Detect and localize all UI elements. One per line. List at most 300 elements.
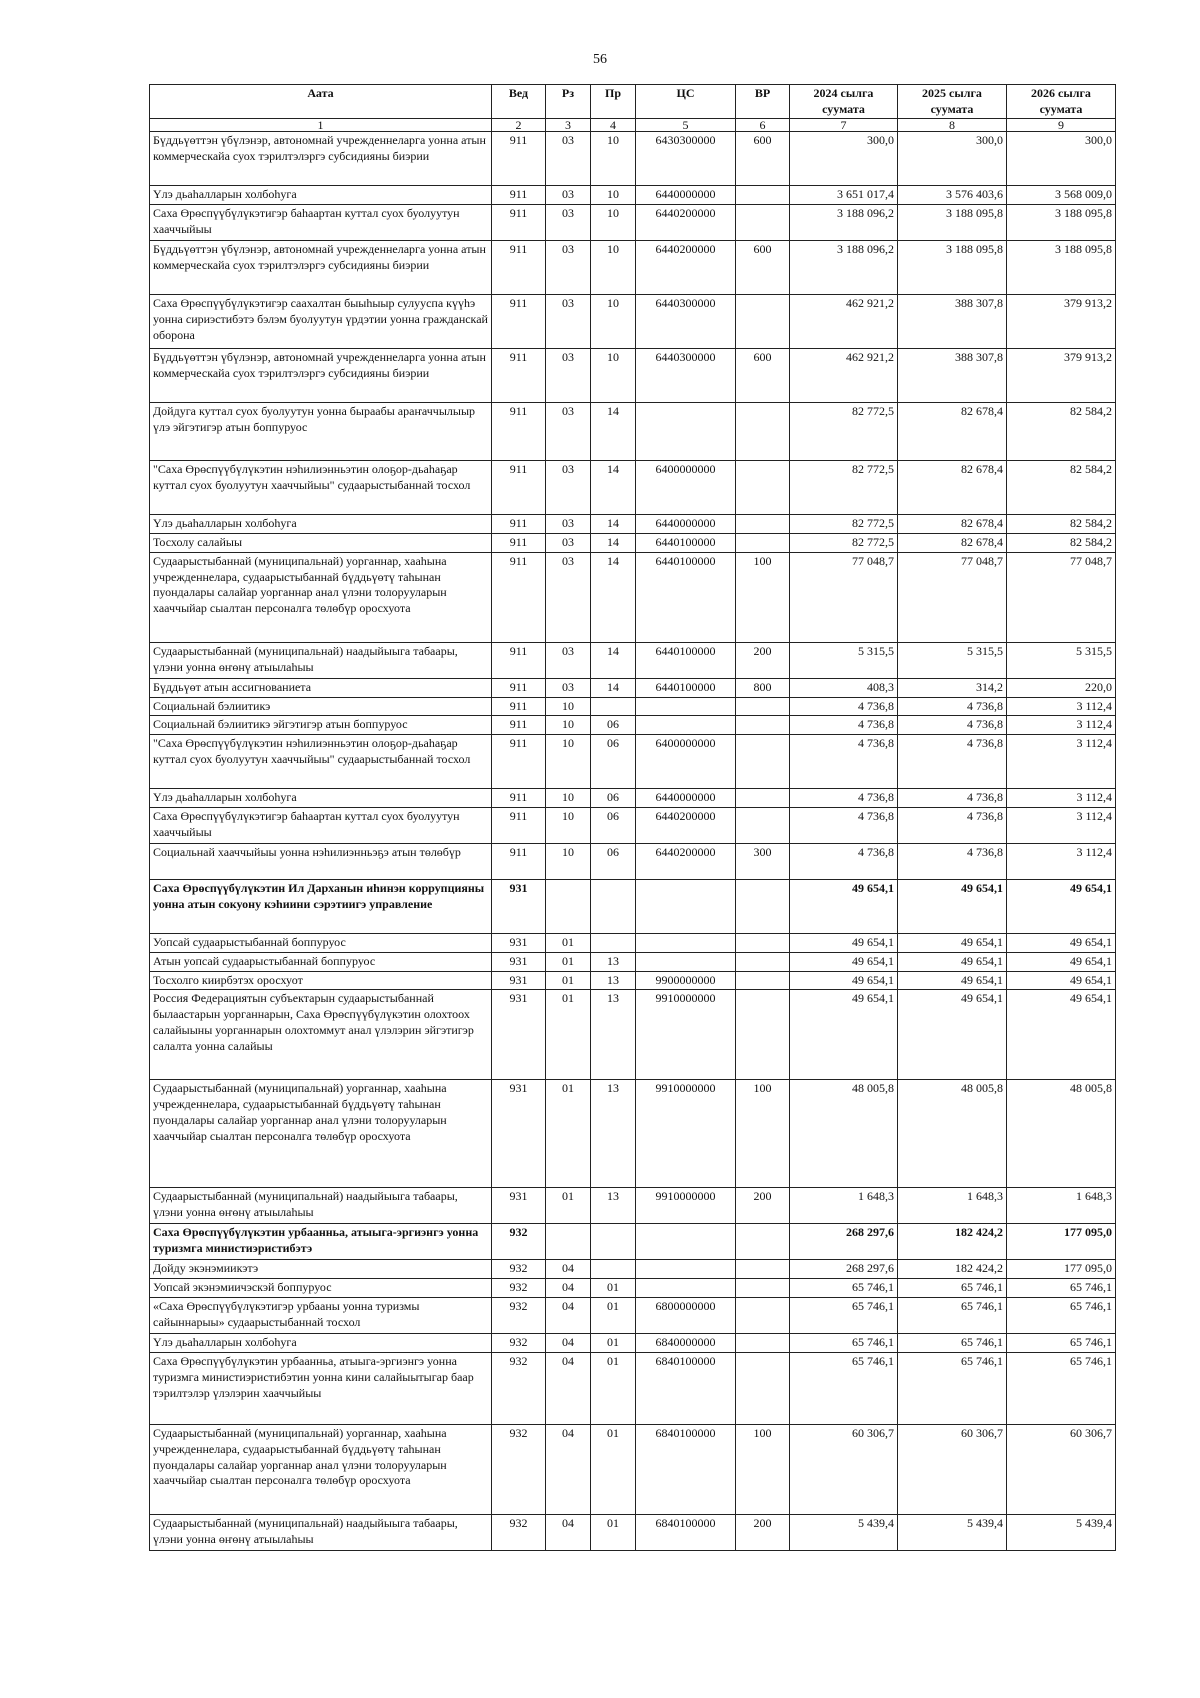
cell-rz: 03 <box>546 132 591 186</box>
cell-2026: 65 746,1 <box>1007 1279 1116 1298</box>
cell-2025: 4 736,8 <box>898 716 1007 735</box>
cell-2024: 408,3 <box>790 678 898 697</box>
cell-2025: 3 188 095,8 <box>898 205 1007 241</box>
cell-2026: 82 584,2 <box>1007 515 1116 534</box>
cell-2025: 77 048,7 <box>898 552 1007 642</box>
cell-name: Судаарыстыбаннай (муниципальнай) наадыйыыга табаары, үлэни уонна өҥөнү атыылаһыы <box>150 642 492 678</box>
cell-ved: 911 <box>492 735 546 789</box>
cell-name: Саха Өрөспүүбүлүкэтин Ил Дарханын иһинэн коррупцияны уонна атын сокуону кэһиини сэрэтиигэ управление <box>150 879 492 933</box>
cell-rz: 01 <box>546 1080 591 1188</box>
cell-vr <box>736 1352 790 1424</box>
cell-2025: 65 746,1 <box>898 1352 1007 1424</box>
cell-2024: 5 315,5 <box>790 642 898 678</box>
cell-cs: 6440100000 <box>636 642 736 678</box>
cell-2026: 379 913,2 <box>1007 349 1116 403</box>
table-row <box>150 205 1116 241</box>
cell-name: Социальнай хааччыйыы уонна нэһилиэнньэҕэ атын төлөбүр <box>150 843 492 879</box>
cell-2025: 65 746,1 <box>898 1298 1007 1334</box>
cell-2025: 48 005,8 <box>898 1080 1007 1188</box>
cell-vr <box>736 186 790 205</box>
table-row <box>150 349 1116 403</box>
cell-rz: 04 <box>546 1298 591 1334</box>
cell-ved: 932 <box>492 1260 546 1279</box>
cell-2025: 5 315,5 <box>898 642 1007 678</box>
cell-pr: 06 <box>591 735 636 789</box>
cell-vr: 300 <box>736 843 790 879</box>
table-row <box>150 132 1116 186</box>
cell-name: Судаарыстыбаннай (муниципальнай) уорганнар, хааһына учрежденнелара, судаарыстыбаннай бүддьүөтү таһынан пуондалары салайар уорганнар анал үлэни толорууларын хааччыйар сыалтан персоналга төлөбүр оросхуота <box>150 552 492 642</box>
cell-2024: 3 188 096,2 <box>790 241 898 295</box>
cell-cs: 6440100000 <box>636 552 736 642</box>
table-row <box>150 1298 1116 1334</box>
cell-rz <box>546 1224 591 1260</box>
cell-cs: 6400000000 <box>636 735 736 789</box>
table-row <box>150 716 1116 735</box>
cell-ved: 911 <box>492 515 546 534</box>
cell-ved: 932 <box>492 1334 546 1353</box>
cell-vr <box>736 697 790 716</box>
cell-cs: 6440200000 <box>636 205 736 241</box>
cell-ved: 932 <box>492 1298 546 1334</box>
cell-cs: 6440100000 <box>636 678 736 697</box>
cell-ved: 911 <box>492 403 546 461</box>
cell-ved: 931 <box>492 879 546 933</box>
cell-vr <box>736 807 790 843</box>
cell-pr: 13 <box>591 990 636 1080</box>
cell-2026: 5 439,4 <box>1007 1514 1116 1550</box>
cell-cs <box>636 879 736 933</box>
cell-2024: 65 746,1 <box>790 1352 898 1424</box>
cell-cs <box>636 403 736 461</box>
cell-vr <box>736 1298 790 1334</box>
cell-ved: 911 <box>492 186 546 205</box>
cell-name: Үлэ дьаһалларын холбоһуга <box>150 1334 492 1353</box>
cell-name: Россия Федерациятын субъектарын судаарыстыбаннай былаастарын уорганнарын, Саха Өрөспүүбүлүкэтин олохтоох салайыыны уорганнарын олохтоммут анал үлэлэрин эйгэтигэр салалта уонна салайыы <box>150 990 492 1080</box>
col-header-rz: Рз <box>546 85 591 119</box>
table-row <box>150 1188 1116 1224</box>
cell-2024: 4 736,8 <box>790 716 898 735</box>
cell-2025: 314,2 <box>898 678 1007 697</box>
cell-vr <box>736 990 790 1080</box>
cell-pr <box>591 933 636 952</box>
cell-cs: 6840100000 <box>636 1514 736 1550</box>
cell-rz: 03 <box>546 186 591 205</box>
cell-2024: 268 297,6 <box>790 1260 898 1279</box>
cell-cs <box>636 1224 736 1260</box>
cell-vr <box>736 735 790 789</box>
cell-rz: 10 <box>546 697 591 716</box>
cell-2024: 49 654,1 <box>790 971 898 990</box>
col-header-vr: ВР <box>736 85 790 119</box>
table-row <box>150 990 1116 1080</box>
cell-rz: 04 <box>546 1279 591 1298</box>
cell-name: Атын уопсай судаарыстыбаннай боппуруос <box>150 952 492 971</box>
cell-2025: 49 654,1 <box>898 952 1007 971</box>
cell-name: Бүддьүөттэн үбүлэнэр, автономнай учрежденнеларга уонна атын коммерческайа суох тэрилтэлэргэ субсидияны биэрии <box>150 349 492 403</box>
cell-name: Саха Өрөспүүбүлүкэтигэр баһаартан куттал суох буолуутун хааччыйыы <box>150 205 492 241</box>
table-row <box>150 515 1116 534</box>
table-row <box>150 879 1116 933</box>
table-row <box>150 403 1116 461</box>
cell-pr: 01 <box>591 1352 636 1424</box>
cell-name: Саха Өрөспүүбүлүкэтигэр баһаартан куттал суох буолуутун хааччыйыы <box>150 807 492 843</box>
cell-rz: 10 <box>546 843 591 879</box>
cell-vr <box>736 1260 790 1279</box>
cell-name: Бүддьүөт атын ассигнованиета <box>150 678 492 697</box>
cell-vr: 600 <box>736 349 790 403</box>
page-number: 56 <box>593 52 607 67</box>
cell-ved: 911 <box>492 533 546 552</box>
table-row <box>150 971 1116 990</box>
cell-pr: 14 <box>591 403 636 461</box>
cell-ved: 932 <box>492 1352 546 1424</box>
cell-ved: 911 <box>492 132 546 186</box>
cell-rz: 04 <box>546 1260 591 1279</box>
cell-pr: 13 <box>591 952 636 971</box>
table-row <box>150 933 1116 952</box>
cell-2026: 1 648,3 <box>1007 1188 1116 1224</box>
table-row <box>150 1424 1116 1514</box>
cell-rz: 03 <box>546 515 591 534</box>
col-header-2026: 2026 сылга суумата <box>1007 85 1116 119</box>
cell-cs: 6400000000 <box>636 461 736 515</box>
cell-2026: 5 315,5 <box>1007 642 1116 678</box>
table-row <box>150 789 1116 808</box>
cell-2026: 82 584,2 <box>1007 403 1116 461</box>
cell-2024: 49 654,1 <box>790 990 898 1080</box>
cell-pr: 01 <box>591 1298 636 1334</box>
cell-cs: 6440200000 <box>636 843 736 879</box>
cell-vr <box>736 952 790 971</box>
cell-2024: 268 297,6 <box>790 1224 898 1260</box>
cell-name: Дойдуга куттал суох буолуутун уонна быраабы араҥаччылыыр үлэ эйгэтигэр атын боппуруос <box>150 403 492 461</box>
cell-2024: 300,0 <box>790 132 898 186</box>
table-row <box>150 186 1116 205</box>
cell-vr <box>736 789 790 808</box>
cell-rz <box>546 879 591 933</box>
cell-cs: 6440000000 <box>636 789 736 808</box>
cell-name: Бүддьүөттэн үбүлэнэр, автономнай учрежденнеларга уонна атын коммерческайа суох тэрилтэлэргэ субсидияны биэрии <box>150 132 492 186</box>
cell-rz: 10 <box>546 735 591 789</box>
cell-2025: 4 736,8 <box>898 843 1007 879</box>
cell-2025: 182 424,2 <box>898 1260 1007 1279</box>
cell-name: Судаарыстыбаннай (муниципальнай) уорганнар, хааһына учрежденнелара, судаарыстыбаннай бүддьүөтү таһынан пуондалары салайар уорганнар анал үлэни толорууларын хааччыйар сыалтан персоналга төлөбүр оросхуота <box>150 1424 492 1514</box>
cell-2026: 65 746,1 <box>1007 1298 1116 1334</box>
col-number: 8 <box>898 119 1007 132</box>
col-number: 6 <box>736 119 790 132</box>
table-row <box>150 1260 1116 1279</box>
table-row <box>150 552 1116 642</box>
cell-pr: 14 <box>591 642 636 678</box>
cell-2024: 77 048,7 <box>790 552 898 642</box>
cell-ved: 911 <box>492 843 546 879</box>
cell-2026: 49 654,1 <box>1007 879 1116 933</box>
cell-2025: 49 654,1 <box>898 933 1007 952</box>
cell-rz: 01 <box>546 933 591 952</box>
col-header-2024: 2024 сылга суумата <box>790 85 898 119</box>
cell-2026: 3 112,4 <box>1007 735 1116 789</box>
col-header-2025: 2025 сылга суумата <box>898 85 1007 119</box>
cell-ved: 911 <box>492 697 546 716</box>
cell-ved: 931 <box>492 1188 546 1224</box>
cell-2024: 65 746,1 <box>790 1334 898 1353</box>
cell-ved: 932 <box>492 1424 546 1514</box>
cell-cs: 6440100000 <box>636 533 736 552</box>
col-header-cs: ЦС <box>636 85 736 119</box>
cell-pr: 06 <box>591 789 636 808</box>
cell-rz: 01 <box>546 952 591 971</box>
cell-2024: 65 746,1 <box>790 1279 898 1298</box>
cell-2025: 4 736,8 <box>898 807 1007 843</box>
cell-pr: 10 <box>591 295 636 349</box>
cell-rz: 01 <box>546 971 591 990</box>
cell-cs: 6440300000 <box>636 295 736 349</box>
cell-cs <box>636 933 736 952</box>
cell-cs: 9910000000 <box>636 990 736 1080</box>
cell-ved: 911 <box>492 716 546 735</box>
table-row <box>150 295 1116 349</box>
cell-pr: 14 <box>591 552 636 642</box>
cell-name: "Саха Өрөспүүбүлүкэтин нэһилиэнньэтин олоҕор-дьаһаҕар куттал суох буолуутун хааччыйыы" судаарыстыбаннай тосхол <box>150 735 492 789</box>
cell-2025: 300,0 <box>898 132 1007 186</box>
cell-ved: 911 <box>492 642 546 678</box>
cell-cs: 6440000000 <box>636 186 736 205</box>
table-row <box>150 1352 1116 1424</box>
cell-2024: 48 005,8 <box>790 1080 898 1188</box>
cell-pr: 06 <box>591 807 636 843</box>
cell-pr: 14 <box>591 461 636 515</box>
cell-name: Үлэ дьаһалларын холбоһуга <box>150 186 492 205</box>
cell-2025: 1 648,3 <box>898 1188 1007 1224</box>
cell-pr: 10 <box>591 186 636 205</box>
cell-name: Судаарыстыбаннай (муниципальнай) уорганнар, хааһына учрежденнелара, судаарыстыбаннай бүддьүөтү таһынан пуондалары салайар уорганнар анал үлэни толорууларын хааччыйар сыалтан персоналга төлөбүр оросхуота <box>150 1080 492 1188</box>
cell-vr <box>736 205 790 241</box>
cell-2026: 300,0 <box>1007 132 1116 186</box>
cell-pr: 06 <box>591 716 636 735</box>
cell-cs: 9910000000 <box>636 1188 736 1224</box>
cell-vr: 200 <box>736 1188 790 1224</box>
cell-2026: 177 095,0 <box>1007 1224 1116 1260</box>
cell-vr <box>736 933 790 952</box>
cell-2026: 65 746,1 <box>1007 1352 1116 1424</box>
cell-2026: 77 048,7 <box>1007 552 1116 642</box>
cell-2026: 3 188 095,8 <box>1007 241 1116 295</box>
cell-2026: 3 112,4 <box>1007 807 1116 843</box>
cell-cs: 6840000000 <box>636 1334 736 1353</box>
cell-vr: 100 <box>736 1424 790 1514</box>
table-row <box>150 642 1116 678</box>
cell-ved: 931 <box>492 933 546 952</box>
cell-rz: 04 <box>546 1334 591 1353</box>
cell-name: Судаарыстыбаннай (муниципальнай) наадыйыыга табаары, үлэни уонна өҥөнү атыылаһыы <box>150 1514 492 1550</box>
cell-name: Уопсай судаарыстыбаннай боппуруос <box>150 933 492 952</box>
cell-rz: 03 <box>546 349 591 403</box>
cell-ved: 911 <box>492 552 546 642</box>
cell-pr: 10 <box>591 132 636 186</box>
table-row <box>150 1279 1116 1298</box>
col-number: 5 <box>636 119 736 132</box>
col-number: 3 <box>546 119 591 132</box>
table-row <box>150 843 1116 879</box>
cell-pr: 14 <box>591 533 636 552</box>
cell-cs: 6430300000 <box>636 132 736 186</box>
cell-cs <box>636 716 736 735</box>
budget-table-body <box>150 132 1116 1551</box>
cell-2024: 82 772,5 <box>790 461 898 515</box>
cell-name: Тосхолу салайыы <box>150 533 492 552</box>
cell-pr: 13 <box>591 1188 636 1224</box>
cell-2024: 60 306,7 <box>790 1424 898 1514</box>
cell-rz: 03 <box>546 678 591 697</box>
cell-ved: 911 <box>492 789 546 808</box>
cell-vr: 800 <box>736 678 790 697</box>
cell-name: Дойду экэнэмиикэтэ <box>150 1260 492 1279</box>
cell-cs: 6840100000 <box>636 1352 736 1424</box>
cell-2024: 49 654,1 <box>790 952 898 971</box>
cell-cs <box>636 1279 736 1298</box>
cell-cs <box>636 1260 736 1279</box>
cell-2026: 379 913,2 <box>1007 295 1116 349</box>
cell-name: Бүддьүөттэн үбүлэнэр, автономнай учрежденнеларга уонна атын коммерческайа суох тэрилтэлэргэ субсидияны биэрии <box>150 241 492 295</box>
cell-rz: 03 <box>546 533 591 552</box>
col-number: 1 <box>150 119 492 132</box>
cell-rz: 03 <box>546 205 591 241</box>
cell-2024: 49 654,1 <box>790 933 898 952</box>
cell-2026: 3 112,4 <box>1007 716 1116 735</box>
cell-2025: 49 654,1 <box>898 990 1007 1080</box>
table-row <box>150 461 1116 515</box>
cell-rz: 03 <box>546 403 591 461</box>
cell-pr <box>591 697 636 716</box>
cell-cs: 6440200000 <box>636 241 736 295</box>
cell-pr: 01 <box>591 1279 636 1298</box>
cell-2025: 65 746,1 <box>898 1279 1007 1298</box>
cell-name: Саха Өрөспүүбүлүкэтин урбаанньа, атыыга-эргиэнгэ уонна туризмга министиэристибэтин уонна кини салайыытыгар баар тэрилтэлэр үлэлэрин хааччыйыы <box>150 1352 492 1424</box>
table-row <box>150 735 1116 789</box>
cell-name: Социальнай бэлиитикэ эйгэтигэр атын боппуруос <box>150 716 492 735</box>
cell-vr: 200 <box>736 642 790 678</box>
cell-vr: 200 <box>736 1514 790 1550</box>
cell-cs: 6800000000 <box>636 1298 736 1334</box>
cell-pr: 01 <box>591 1424 636 1514</box>
col-number: 4 <box>591 119 636 132</box>
cell-2026: 3 188 095,8 <box>1007 205 1116 241</box>
cell-cs: 6440300000 <box>636 349 736 403</box>
cell-vr <box>736 879 790 933</box>
cell-2024: 1 648,3 <box>790 1188 898 1224</box>
budget-table <box>149 84 1116 1551</box>
cell-2024: 4 736,8 <box>790 789 898 808</box>
cell-ved: 931 <box>492 990 546 1080</box>
cell-rz: 01 <box>546 990 591 1080</box>
cell-vr <box>736 716 790 735</box>
cell-name: Үлэ дьаһалларын холбоһуга <box>150 789 492 808</box>
cell-2024: 4 736,8 <box>790 843 898 879</box>
cell-2026: 49 654,1 <box>1007 952 1116 971</box>
cell-2026: 49 654,1 <box>1007 990 1116 1080</box>
cell-rz: 10 <box>546 807 591 843</box>
cell-pr: 10 <box>591 205 636 241</box>
table-row <box>150 697 1116 716</box>
cell-vr <box>736 1224 790 1260</box>
cell-2026: 65 746,1 <box>1007 1334 1116 1353</box>
cell-2025: 4 736,8 <box>898 789 1007 808</box>
cell-name: Уопсай экэнэмиичэскэй боппуруос <box>150 1279 492 1298</box>
cell-vr <box>736 461 790 515</box>
cell-vr <box>736 1334 790 1353</box>
cell-2025: 49 654,1 <box>898 879 1007 933</box>
cell-2024: 3 651 017,4 <box>790 186 898 205</box>
cell-cs: 6440200000 <box>636 807 736 843</box>
table-row <box>150 678 1116 697</box>
cell-2024: 3 188 096,2 <box>790 205 898 241</box>
cell-vr <box>736 971 790 990</box>
cell-ved: 911 <box>492 295 546 349</box>
cell-2024: 82 772,5 <box>790 403 898 461</box>
cell-ved: 911 <box>492 349 546 403</box>
cell-ved: 911 <box>492 205 546 241</box>
cell-vr: 100 <box>736 552 790 642</box>
cell-ved: 932 <box>492 1279 546 1298</box>
cell-vr: 600 <box>736 241 790 295</box>
cell-pr: 01 <box>591 1514 636 1550</box>
cell-2026: 48 005,8 <box>1007 1080 1116 1188</box>
cell-2025: 182 424,2 <box>898 1224 1007 1260</box>
cell-2025: 82 678,4 <box>898 461 1007 515</box>
cell-2025: 388 307,8 <box>898 349 1007 403</box>
cell-2024: 462 921,2 <box>790 295 898 349</box>
cell-2026: 3 112,4 <box>1007 697 1116 716</box>
cell-2024: 4 736,8 <box>790 735 898 789</box>
table-row <box>150 807 1116 843</box>
cell-ved: 931 <box>492 971 546 990</box>
table-row <box>150 1224 1116 1260</box>
cell-2026: 49 654,1 <box>1007 971 1116 990</box>
cell-rz: 10 <box>546 716 591 735</box>
cell-vr: 100 <box>736 1080 790 1188</box>
cell-2025: 388 307,8 <box>898 295 1007 349</box>
cell-2025: 4 736,8 <box>898 697 1007 716</box>
cell-pr: 10 <box>591 241 636 295</box>
cell-2024: 4 736,8 <box>790 807 898 843</box>
cell-name: "Саха Өрөспүүбүлүкэтин нэһилиэнньэтин олоҕор-дьаһаҕар куттал суох буолуутун хааччыйыы" судаарыстыбаннай тосхол <box>150 461 492 515</box>
cell-2024: 49 654,1 <box>790 879 898 933</box>
cell-vr: 600 <box>736 132 790 186</box>
column-number-row <box>150 119 1116 132</box>
cell-2026: 82 584,2 <box>1007 461 1116 515</box>
cell-2026: 82 584,2 <box>1007 533 1116 552</box>
col-header-pr: Пр <box>591 85 636 119</box>
cell-pr <box>591 1224 636 1260</box>
cell-2026: 49 654,1 <box>1007 933 1116 952</box>
cell-ved: 931 <box>492 1080 546 1188</box>
cell-name: Саха Өрөспүүбүлүкэтигэр саахалтан быыһыыр сулууспа күүһэ уонна сириэстибэтэ бэлэм буолуутун үрдэтии уонна гражданскай оборона <box>150 295 492 349</box>
cell-vr <box>736 403 790 461</box>
cell-2025: 5 439,4 <box>898 1514 1007 1550</box>
cell-ved: 931 <box>492 952 546 971</box>
col-number: 7 <box>790 119 898 132</box>
cell-cs <box>636 697 736 716</box>
cell-cs: 6840100000 <box>636 1424 736 1514</box>
col-header-ved: Вед <box>492 85 546 119</box>
cell-ved: 911 <box>492 241 546 295</box>
cell-pr: 14 <box>591 515 636 534</box>
cell-2024: 65 746,1 <box>790 1298 898 1334</box>
cell-rz: 04 <box>546 1424 591 1514</box>
cell-2025: 82 678,4 <box>898 533 1007 552</box>
cell-2024: 5 439,4 <box>790 1514 898 1550</box>
cell-name: Судаарыстыбаннай (муниципальнай) наадыйыыга табаары, үлэни уонна өҥөнү атыылаһыы <box>150 1188 492 1224</box>
